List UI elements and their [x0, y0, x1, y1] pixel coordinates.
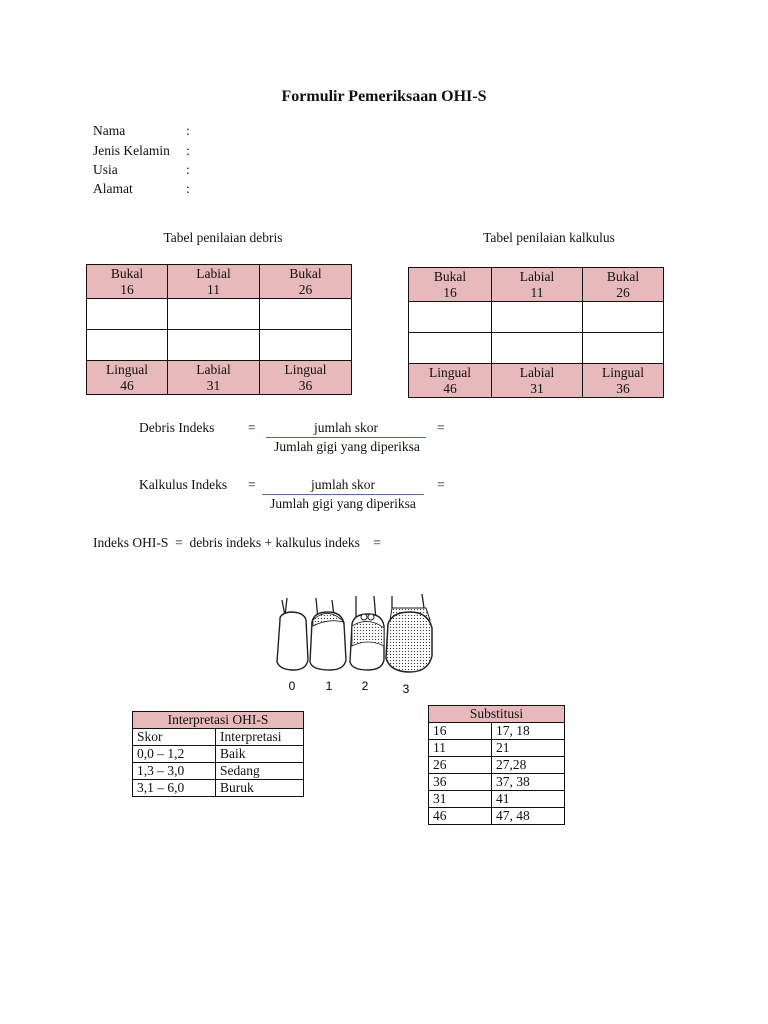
debris-cell-46: Lingual 46: [87, 361, 168, 395]
debris-cell-16: Bukal 16: [87, 265, 168, 299]
score-category: Baik: [216, 746, 304, 763]
tooth-1: [310, 598, 346, 670]
substitute-teeth: 37, 38: [492, 774, 565, 791]
field-separator: :: [186, 143, 190, 158]
debris-index-label: Debris Indeks: [139, 420, 215, 435]
field-nama: [93, 121, 190, 140]
tooth-score-label: 1: [325, 679, 333, 693]
debris-score-cell[interactable]: [260, 299, 352, 330]
field-label: Alamat: [93, 181, 133, 196]
calculus-score-cell[interactable]: [492, 333, 583, 364]
substitution-title: Substitusi: [429, 706, 565, 723]
field-usia: [93, 160, 190, 179]
calculus-equals: =: [248, 477, 256, 492]
calculus-cell-16: Bukal 16: [409, 268, 492, 302]
tooth-score-label: 3: [402, 682, 410, 696]
calculus-cell-11: Labial 11: [492, 268, 583, 302]
calculus-numerator: jumlah skor: [310, 477, 376, 492]
debris-table: [86, 264, 352, 395]
score-category: Sedang: [216, 763, 304, 780]
field-jenis-kelamin: [93, 141, 190, 160]
table-row: [429, 774, 565, 791]
teeth-score-illustration: [272, 590, 442, 698]
calculus-cell-26: Bukal 26: [583, 268, 664, 302]
calculus-table: [408, 267, 664, 398]
field-label: Usia: [93, 162, 118, 177]
table-row: [429, 808, 565, 825]
tooth-number: 16: [429, 723, 492, 740]
tooth-number: 11: [429, 740, 492, 757]
field-separator: :: [186, 181, 190, 196]
table-row: [133, 763, 304, 780]
debris-cell-31: Labial 31: [168, 361, 260, 395]
substitute-teeth: 27,28: [492, 757, 565, 774]
debris-cell-11: Labial 11: [168, 265, 260, 299]
tooth-number: 36: [429, 774, 492, 791]
tooth-number: 46: [429, 808, 492, 825]
interpretation-table: [132, 711, 304, 797]
debris-numerator: jumlah skor: [313, 420, 379, 435]
field-separator: :: [186, 162, 190, 177]
calculus-score-cell[interactable]: [409, 302, 492, 333]
calculus-denominator: Jumlah gigi yang diperiksa: [270, 496, 416, 511]
interpretation-header: Skor: [133, 729, 216, 746]
tooth-number: 31: [429, 791, 492, 808]
interpretation-title: Interpretasi OHI-S: [133, 712, 304, 729]
debris-score-cell[interactable]: [260, 330, 352, 361]
debris-equals: =: [248, 420, 256, 435]
interpretation-header: Interpretasi: [216, 729, 304, 746]
substitute-teeth: 17, 18: [492, 723, 565, 740]
debris-cell-26: Bukal 26: [260, 265, 352, 299]
debris-result-equals: =: [437, 420, 445, 435]
tooth-score-label: 2: [361, 679, 369, 693]
score-range: 1,3 – 3,0: [133, 763, 216, 780]
field-separator: :: [186, 123, 190, 138]
field-label: Jenis Kelamin: [93, 143, 170, 158]
calculus-cell-36: Lingual 36: [583, 364, 664, 398]
table-row: [133, 780, 304, 797]
calculus-score-cell[interactable]: [409, 333, 492, 364]
debris-score-cell[interactable]: [168, 299, 260, 330]
tooth-score-label: 0: [288, 679, 296, 693]
debris-denominator: Jumlah gigi yang diperiksa: [274, 439, 420, 454]
calculus-index-label: Kalkulus Indeks: [139, 477, 228, 492]
tooth-3: [386, 594, 432, 672]
page-title: Formulir Pemeriksaan OHI-S: [281, 88, 487, 105]
tooth-0: [277, 598, 308, 670]
calculus-score-cell[interactable]: [583, 333, 664, 364]
score-category: Buruk: [216, 780, 304, 797]
calculus-cell-31: Labial 31: [492, 364, 583, 398]
debris-cell-36: Lingual 36: [260, 361, 352, 395]
table-row: [429, 757, 565, 774]
debris-score-cell[interactable]: [168, 330, 260, 361]
score-range: 3,1 – 6,0: [133, 780, 216, 797]
table-row: [429, 791, 565, 808]
substitution-table: [428, 705, 565, 825]
calculus-result-equals: =: [437, 477, 445, 492]
debris-fraction-line: [266, 437, 426, 438]
score-range: 0,0 – 1,2: [133, 746, 216, 763]
tooth-number: 26: [429, 757, 492, 774]
calculus-fraction-line: [262, 494, 424, 495]
calculus-table-caption: Tabel penilaian kalkulus: [483, 230, 615, 245]
table-row: [429, 723, 565, 740]
substitute-teeth: 21: [492, 740, 565, 757]
field-alamat: [93, 179, 190, 198]
tooth-2: [350, 596, 384, 670]
substitute-teeth: 47, 48: [492, 808, 565, 825]
debris-score-cell[interactable]: [87, 299, 168, 330]
debris-score-cell[interactable]: [87, 330, 168, 361]
calculus-score-cell[interactable]: [583, 302, 664, 333]
field-label: Nama: [93, 123, 126, 138]
table-row: [429, 740, 565, 757]
debris-table-caption: Tabel penilaian debris: [163, 230, 283, 245]
ohis-formula: Indeks OHI-S = debris indeks + kalkulus indeks =: [93, 535, 381, 550]
substitute-teeth: 41: [492, 791, 565, 808]
table-row: [133, 746, 304, 763]
calculus-cell-46: Lingual 46: [409, 364, 492, 398]
calculus-score-cell[interactable]: [492, 302, 583, 333]
